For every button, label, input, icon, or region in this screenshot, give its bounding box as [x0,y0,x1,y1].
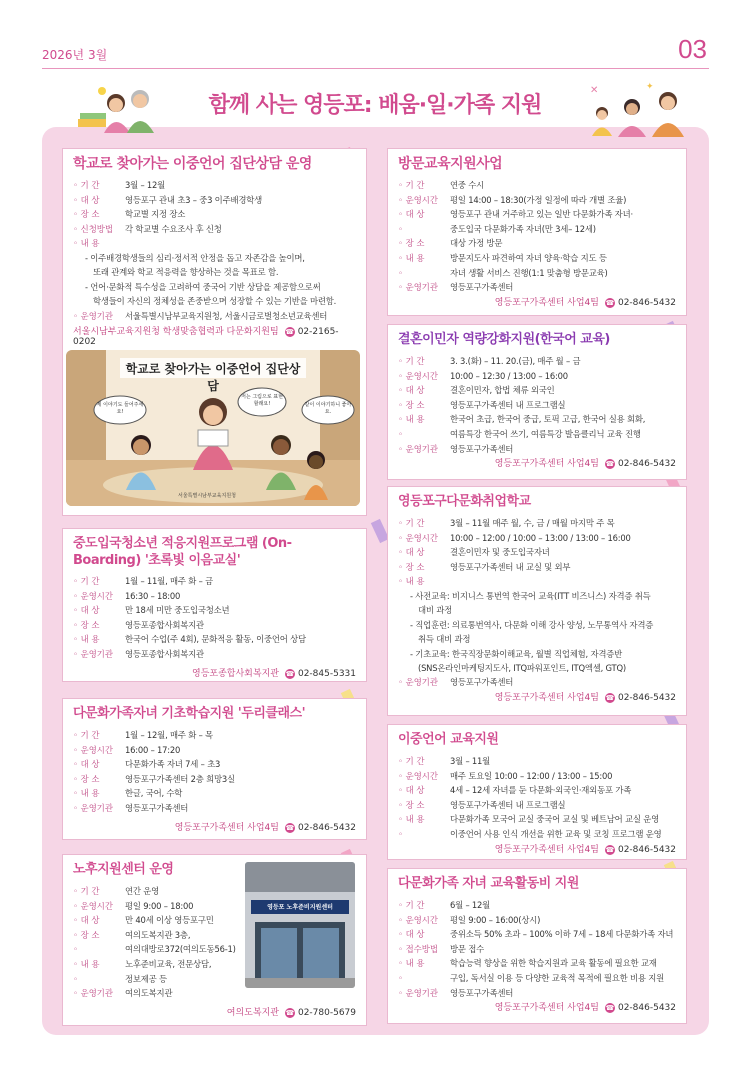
row-value: 노후준비교육, 전문상담, [125,958,212,969]
row-value: 영등포구가족센터 [450,443,514,454]
row-value: 각 학교별 수요조사 후 신청 [125,223,222,234]
row-value: 10:00 – 12:30 / 13:00 – 16:00 [450,370,568,381]
row-value: 대상 가정 방문 [450,238,503,249]
row-value: 한국어 초급, 한국어 중급, 토픽 고급, 한국어 실용 회화, [450,414,646,425]
detail-line: - 직업훈련: 의료통번역사, 다문화 이해 강사 양성, 노무통역사 자격증 [410,619,654,630]
row-key: ◦ 운영기관 [73,801,125,816]
row-key: ◦ 장 소 [398,560,450,575]
row-key: ◦ 기 간 [398,754,450,769]
right-people-illustration [590,82,684,137]
row-key: ◦ 운영시간 [398,369,450,384]
row-key: ◦ 운영시간 [73,743,125,758]
row-value: 구입, 독서실 이용 등 다양한 교육적 목적에 필요한 비용 지원 [450,972,664,983]
row-value: 영등포구가족센터 [450,282,514,293]
row-key: ◦ 운영기관 [398,675,450,690]
row-value: 평일 9:00 – 16:00(상시) [450,914,541,925]
row-key: ◦ 내 용 [398,812,450,827]
row-key: ◦ 장 소 [398,398,450,413]
row-key: ◦ 운영기관 [73,647,125,662]
row-key: ◦ 대 상 [398,545,450,560]
row-value: 정보제공 등 [125,973,167,984]
row-value: 자녀 생활 서비스 진행(1:1 맞춤형 방문교육) [450,267,608,278]
section-title: 영등포구다문화취업학교 [398,494,531,509]
row-value: 16:30 – 18:00 [125,590,181,601]
row-key: ◦ 내 용 [73,236,125,251]
contact-org: 영등포구가족센터 사업4팀 [494,844,599,855]
section-title: 이중언어 교육지원 [398,732,499,747]
row-value: 방문 접수 [450,943,485,954]
row-value: 1월 – 12월, 매주 화 – 목 [125,730,213,740]
row-value: 매주 토요일 10:00 – 12:00 / 13:00 – 15:00 [450,770,613,781]
row-value [125,236,356,251]
row-key: ◦ 내 용 [398,574,450,589]
row-key: ◦ 운영시간 [398,913,450,928]
center-entrance-photo [245,862,355,988]
row-value: 한글, 국어, 수학 [125,788,183,799]
row-value: 만 40세 이상 영등포구민 [125,915,214,926]
row-key: ◦ 내 용 [73,632,125,647]
illustration-title: 학교로 찾아가는 이중언어 집단상담 [125,362,301,393]
detail-line: 취득 대비 과정 [418,634,471,645]
illustration-logo: 서울특별시남부교육지원청 [178,493,236,499]
row-key: ◦ 기 간 [73,178,125,193]
phone-icon: ☎ [605,298,615,307]
row-key: ◦ 기 간 [73,884,125,899]
row-value: 16:00 – 17:20 [125,744,181,755]
row-value: 방문지도사 파견하여 자녀 양육·학습 지도 등 [450,252,607,263]
row-value: 중위소득 50% 초과 – 100% 이하 7세 – 18세 다문화가족 자녀 [450,929,674,940]
row-value: 결혼이민자 및 중도입국자녀 [450,547,550,558]
row-value: 영등포구 관내 거주하고 있는 일반 다문화가족 자녀· [450,209,633,220]
detail-line: 대비 과정 [418,605,453,616]
phone-number: 02-846-5432 [617,459,676,470]
row-value: 연중 수시 [450,180,485,190]
row-key: ◦ 대 상 [398,927,450,942]
row-key: ◦ 운영시간 [398,769,450,784]
header-divider [42,68,709,69]
korean-education-box [387,324,687,480]
detail-line: - 이주배경학생들의 심리·정서적 안정을 돕고 자존감을 높이며, [85,252,305,263]
section-title: 노후지원센터 운영 [73,862,174,877]
row-value: 다문화가족 모국어 교실 중국어 교실 및 베트남어 교실 운영 [450,814,660,825]
row-value: 학습능력 향상을 위한 학습지원과 교육 활동에 필요한 교재 [450,958,657,969]
row-key: ◦ 운영기관 [398,986,450,1001]
row-value: 10:00 – 12:00 / 10:00 – 13:00 / 13:00 – 16:00 [450,532,631,543]
row-value: 한국어 수업(주 4회), 문화적응 활동, 이중언어 상담 [125,634,306,645]
section-title: 방문교육지원사업 [398,156,503,172]
row-key: ◦ 대 상 [73,913,125,928]
contact-info [73,324,356,347]
contact-org: 영등포종합사회복지관 [192,668,279,679]
contact-info [73,666,356,679]
row-key: ◦ 내 용 [398,251,450,266]
phone-icon: ☎ [285,328,295,337]
row-key: ◦ 운영기관 [398,442,450,457]
detail-line: - 사전교육: 비지니스 통번역 한국어 교육(ITT 비즈니스) 자격증 취득 [410,590,651,601]
row-value: 영등포구 관내 초3 – 중3 이주배경학생 [125,194,263,205]
phone-icon: ☎ [605,460,615,469]
row-value: 영등포구가족센터 내 프로그램실 [450,399,566,410]
phone-icon: ☎ [605,694,615,702]
row-key: ◦ 대 상 [73,193,125,208]
row-value: 여의도복지관 3층, [125,929,191,940]
row-key: ◦ 신청방법 [73,222,125,237]
row-value: 만 18세 미만 중도입국청소년 [125,605,230,616]
row-value: 3. 3.(화) – 11. 20.(금), 매주 월 – 금 [450,356,581,366]
home-visit-education-box [387,148,687,316]
contact-info [398,690,676,703]
row-key: ◦ 대 상 [73,757,125,772]
row-key: ◦ 내 용 [73,786,125,801]
row-key: ◦ 기 간 [398,898,450,913]
contact-info [398,295,676,308]
row-value: 영등포종합사회복지관 [125,648,204,659]
employment-school-box [387,486,687,716]
phone-icon: ☎ [285,823,295,832]
row-value: 여의도복지관 [125,988,173,999]
left-people-illustration [78,87,154,133]
duri-class-box [62,698,367,840]
section-title: 중도입국청소년 적응지원프로그램 (On-Boarding) '초록빛 이음교실' [73,536,292,568]
phone-number: 02-846-5432 [297,822,356,833]
row-key: ◦ 내 용 [73,957,125,972]
counseling-illustration [66,350,360,506]
detail-line: 또래 관계와 학교 적응력을 향상하는 것을 목표로 함. [93,267,279,278]
row-value: 평일 14:00 – 18:30(가정 일정에 따라 개별 조율) [450,194,627,205]
row-value: 4세 – 12세 자녀를 둔 다문화·외국인·재외동포 가족 [450,785,632,796]
row-value: 3월 – 12월 [125,180,166,190]
row-key: ◦ 기 간 [73,728,125,743]
row-key: ◦ 운영기관 [73,986,125,1001]
contact-org: 영등포구가족센터 사업4팀 [494,297,599,308]
phone-icon: ☎ [605,845,615,854]
row-key: ◦ 대 상 [73,603,125,618]
row-value: 결혼이민자, 합법 체류 외국인 [450,385,555,396]
contact-org: 서울시남부교육지원청 학생맞춤협력과 다문화지원팀 [73,327,279,338]
row-value: 학교별 지정 장소 [125,209,186,220]
row-value: 영등포구가족센터 [450,677,514,688]
row-value: 여의대방로372(여의도동56-1) [125,944,236,955]
row-key: ◦ 운영시간 [398,531,450,546]
contact-info [398,456,676,469]
section-title: 학교로 찾아가는 이중언어 집단상담 운영 [73,156,312,172]
education-expense-box [387,868,687,1024]
row-key: ◦ 장 소 [398,798,450,813]
phone-number: 02-846-5432 [617,693,676,703]
row-key: ◦ 장 소 [73,207,125,222]
row-key: ◦ 장 소 [73,928,125,943]
row-value: 영등포구가족센터 [450,987,514,998]
phone-number: 02-845-5331 [297,668,356,679]
row-key: ◦ 기 간 [398,178,450,193]
onboarding-program-box [62,528,367,682]
row-value: 영등포구가족센터 내 교실 및 외부 [450,561,571,572]
phone-icon: ☎ [285,669,295,678]
detail-line: - 기초교육: 한국직장문화이해교육, 월별 직업체험, 자격증반 [410,648,623,659]
section-title: 결혼이민자 역량강화지원(한국어 교육) [398,332,610,347]
row-value: 연간 운영 [125,886,160,896]
row-value: 영등포구가족센터 2층 희망3실 [125,773,235,784]
row-value: 3월 – 11월 매주 월, 수, 금 / 매월 마지막 주 목 [450,518,615,528]
row-key: ◦ 운영기관 [73,309,125,324]
phone-number: 02-846-5432 [617,844,676,855]
detail-line: 학생들이 자신의 정체성을 존중받으며 성장할 수 있는 기반을 마련함. [93,296,337,307]
bilingual-education-box [387,724,687,860]
contact-org: 여의도복지관 [226,1007,279,1018]
page-title: 함께 사는 영등포: 배움·일·가족 지원 [208,93,542,118]
phone-number: 02-2165-0202 [73,327,339,348]
row-value: 1월 – 11월, 매주 화 – 금 [125,576,213,586]
row-key: ◦ 기 간 [398,516,450,531]
row-key: ◦ 장 소 [73,772,125,787]
speech-bubble: 같이 이야기하니 좋아요. [304,402,352,415]
detail-line: (SNS온라인마케팅지도사, ITQ파워포인트, ITQ엑셀, GTQ) [418,663,626,673]
row-value: 영등포구가족센터 [125,802,189,813]
phone-number: 02-780-5679 [297,1007,356,1018]
row-value: 서울특별시남부교육지원청, 서울시금로벌청소년교육센터 [125,310,328,321]
contact-org: 영등포구가족센터 사업4팀 [494,693,599,703]
phone-icon: ☎ [605,1004,615,1013]
row-value: 6월 – 12월 [450,900,491,910]
contact-info [398,1000,676,1013]
row-key: ◦ 기 간 [73,574,125,589]
svg-text:✦: ✦ [646,82,654,92]
row-key: ◦ 운영시간 [73,589,125,604]
contact-org: 영등포구가족센터 사업4팀 [494,459,599,470]
row-key: ◦ 대 상 [398,783,450,798]
row-key: ◦ 운영시간 [73,899,125,914]
row-key: ◦ 접수방법 [398,942,450,957]
row-key: ◦ 내 용 [398,956,450,971]
contact-info [73,1005,356,1018]
row-key: ◦ 운영시간 [398,193,450,208]
row-key: ◦ 내 용 [398,412,450,427]
row-key: ◦ 장 소 [398,236,450,251]
row-value: 영등포종합사회복지관 [125,619,204,630]
contact-org: 영등포구가족센터 사업4팀 [494,1003,599,1014]
page-number: 03 [678,34,707,64]
contact-org: 영등포구가족센터 사업4팀 [174,822,279,833]
phone-icon: ☎ [285,1008,295,1017]
speech-bubble: 저는 그림으로 표현할래요! [241,394,283,407]
phone-number: 02-846-5432 [617,297,676,308]
row-key: ◦ 운영기관 [398,280,450,295]
row-value: 중도입국 다문화가족 자녀(만 3세– 12세) [450,223,596,234]
row-key: ◦ 장 소 [73,618,125,633]
contact-info [73,820,356,833]
detail-line: - 언어·문화적 특수성을 고려하여 중국어 기반 상담을 제공함으로써 [85,281,321,292]
speech-bubble: 제 이야기도 들어주세요! [96,402,144,415]
phone-number: 02-846-5432 [617,1003,676,1014]
svg-text:✕: ✕ [590,85,599,96]
row-value: 3월 – 11월 [450,756,491,766]
row-value: 여름특강 한국어 쓰기, 여름특강 발음클리닉 교육 진행 [450,428,641,439]
row-value [450,574,676,589]
section-title: 다문화가족 자녀 교육활동비 지원 [398,876,579,891]
row-value: 다문화가족 자녀 7세 – 초3 [125,759,221,770]
center-sign: 영등포 노후준비지원센터 [267,904,333,911]
contact-info [398,842,676,855]
row-key: ◦ 기 간 [398,354,450,369]
row-value: 이중언어 사용 인식 개선을 위한 교육 및 코칭 프로그램 운영 [450,828,662,839]
row-value: 영등포구가족센터 내 프로그램실 [450,799,566,810]
row-value: 평일 9:00 – 18:00 [125,900,194,911]
row-key: ◦ 대 상 [398,383,450,398]
row-key: ◦ 대 상 [398,207,450,222]
issue-date: 2026년 3월 [42,48,108,62]
section-title: 다문화가족자녀 기초학습지원 '두리클래스' [73,706,306,721]
